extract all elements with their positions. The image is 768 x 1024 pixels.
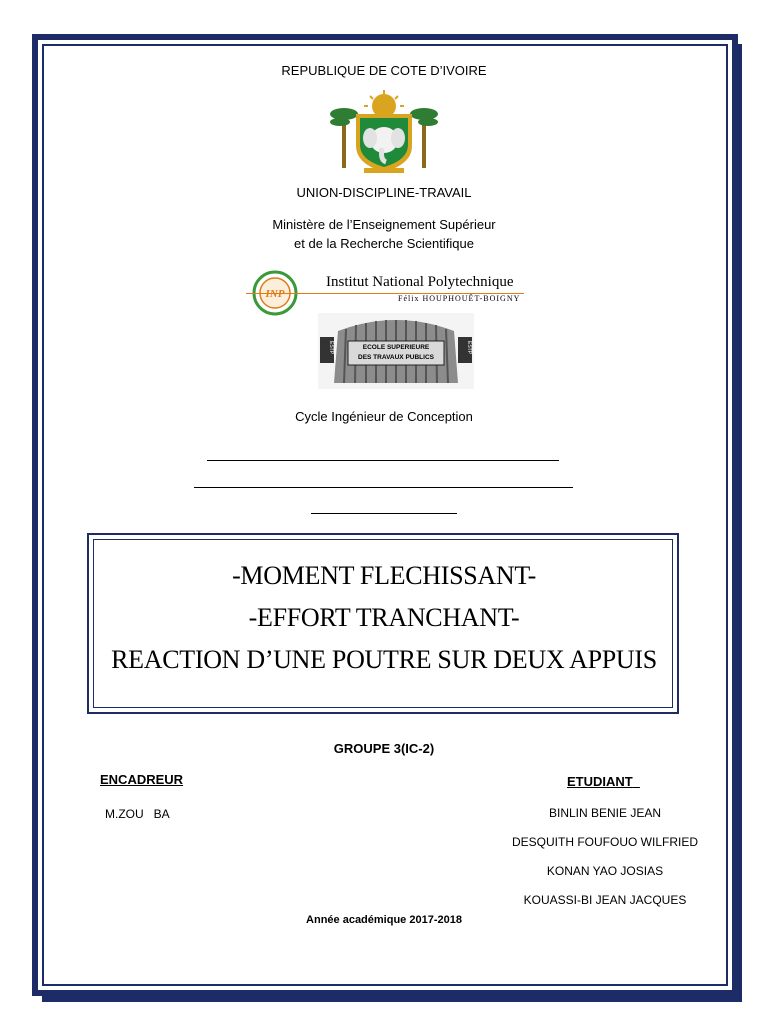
title-line-3: REACTION D’UNE POUTRE SUR DEUX APPUIS — [111, 645, 657, 674]
group-label: GROUPE 3(IC-2) — [333, 741, 435, 756]
supervisor-heading: ENCADREUR — [100, 772, 184, 787]
page-border-shadow-bottom — [42, 996, 742, 1002]
cycle-label: Cycle Ingénieur de Conception — [295, 409, 473, 424]
estp-logo — [318, 313, 474, 389]
students-heading-text: ETUDIANT — [567, 774, 633, 789]
national-motto: UNION-DISCIPLINE-TRAVAIL — [296, 185, 472, 200]
ministry-line-1: Ministère de l’Enseignement Supérieur — [272, 217, 496, 232]
estp-side-left: ESTP — [328, 341, 334, 355]
country-name: REPUBLIQUE DE COTE D’IVOIRE — [281, 63, 487, 78]
inp-logo — [246, 268, 536, 318]
title-line-1: -MOMENT FLECHISSANT- — [232, 561, 536, 590]
students-heading — [567, 774, 640, 789]
estp-name-line-2: DES TRAVAUX PUBLICS — [358, 354, 434, 361]
academic-year: Année académique 2017-2018 — [306, 914, 462, 926]
student-name: DESQUITH FOUFOUO WILFRIED — [512, 835, 698, 849]
coat-of-arms-emblem — [330, 88, 438, 174]
institute-name: Institut National Polytechnique — [326, 274, 514, 290]
inp-seal-text: INP — [265, 288, 285, 300]
estp-side-right: ESTP — [466, 341, 472, 355]
blank-line-2 — [194, 487, 573, 488]
supervisor-name: M.ZOU BA — [105, 807, 170, 821]
institute-subname: Félix HOUPHOUËT-BOIGNY — [398, 294, 521, 303]
estp-building-icon — [318, 313, 474, 389]
student-name: KONAN YAO JOSIAS — [546, 864, 664, 878]
blank-line-1 — [207, 460, 559, 461]
ministry-line-2: et de la Recherche Scientifique — [294, 236, 474, 251]
student-name: BINLIN BENIE JEAN — [548, 806, 662, 820]
student-name: KOUASSI-BI JEAN JACQUES — [523, 893, 687, 907]
estp-name-line-1: ECOLE SUPERIEURE — [362, 344, 430, 351]
title-line-2: -EFFORT TRANCHANT- — [248, 603, 520, 632]
blank-line-3 — [311, 513, 457, 514]
